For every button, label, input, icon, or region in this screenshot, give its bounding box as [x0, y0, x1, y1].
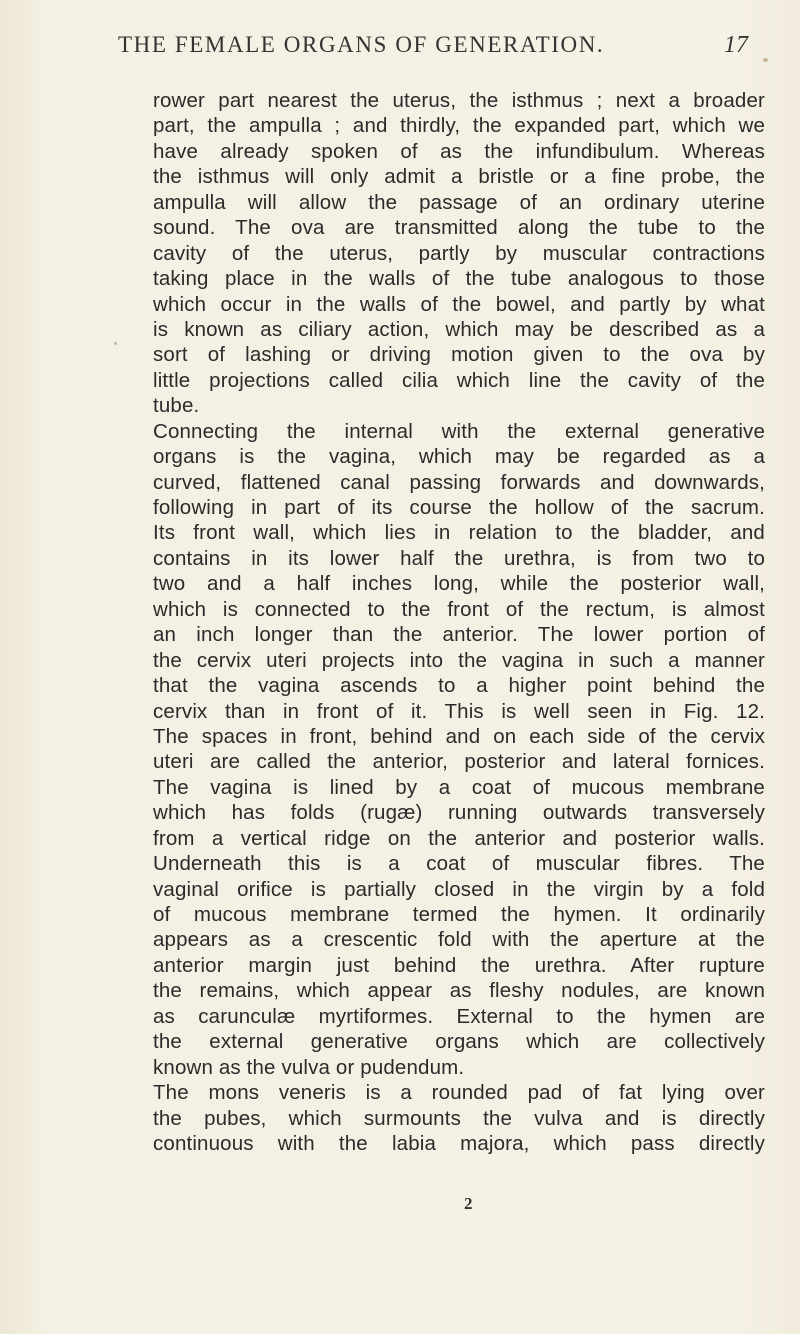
text-line: organs is the vagina, which may be regarded as a [153, 445, 765, 469]
text-line: rower part nearest the uterus, the isthmus ; next a broader [153, 89, 765, 112]
text-line: Underneath this is a coat of muscular fibres. The [153, 852, 765, 876]
body-text [153, 88, 765, 1156]
text-line: known as the vulva or pudendum. [153, 1055, 465, 1079]
text-line: sound. The ova are transmitted along the tube to the [153, 216, 765, 240]
text-line: part, the ampulla ; and thirdly, the expanded part, which we [153, 114, 765, 138]
text-line: an inch longer than the anterior. The lower portion of [153, 623, 765, 647]
text-line: Connecting the internal with the external generative [153, 419, 765, 443]
text-line: that the vagina ascends to a higher point behind the [153, 674, 765, 698]
text-line: sort of lashing or driving motion given to the ova by [153, 343, 765, 367]
text-line: following in part of its course the hollow of the sacrum. [153, 496, 765, 519]
signature-mark: 2 [464, 1194, 473, 1213]
page-number: 17 [724, 32, 748, 58]
text-line: The vagina is lined by a coat of mucous membrane [153, 775, 765, 799]
text-line: which has folds (rugæ) running outwards transversely [153, 801, 765, 825]
text-line: as carunculæ myrtiformes. External to the hymen are [153, 1004, 765, 1028]
text-line: Its front wall, which lies in relation to the bladder, and [153, 521, 765, 545]
text-line: ampulla will allow the passage of an ordinary uterine [153, 190, 765, 214]
text-line: vaginal orifice is partially closed in the virgin by a fold [153, 877, 765, 901]
text-line: the external generative organs which are collectively [153, 1030, 765, 1054]
text-line: taking place in the walls of the tube analogous to those [153, 267, 765, 291]
text-line: appears as a crescentic fold with the aperture at the [153, 928, 765, 952]
running-head [118, 32, 748, 68]
text-line: is known as ciliary action, which may be described as a [153, 317, 765, 341]
text-line: of mucous membrane termed the hymen. It ordinarily [153, 903, 765, 926]
text-line: uteri are called the anterior, posterior and lateral fornices. [153, 750, 765, 774]
text-line: the cervix uteri projects into the vagina in such a manner [153, 648, 765, 672]
text-line: The mons veneris is a rounded pad of fat lying over [153, 1081, 765, 1105]
text-line: cavity of the uterus, partly by muscular contractions [153, 241, 765, 265]
paper-fleck [114, 342, 117, 345]
text-line: contains in its lower half the urethra, is from two to [153, 546, 765, 570]
text-line: continuous with the labia majora, which pass directly [153, 1131, 765, 1155]
text-line: The spaces in front, behind and on each side of the cervix [153, 724, 765, 748]
running-title: THE FEMALE ORGANS OF GENERATION. [118, 32, 605, 57]
text-line: curved, flattened canal passing forwards and downwards, [153, 470, 765, 494]
text-line: anterior margin just behind the urethra. After rupture [153, 953, 765, 977]
text-line: have already spoken of as the infundibulum. Whereas [153, 139, 765, 163]
text-line: the remains, which appear as fleshy nodules, are known [153, 979, 765, 1003]
text-line: cervix than in front of it. This is well seen in Fig. 12. [153, 699, 765, 723]
text-line: the pubes, which surmounts the vulva and is directly [153, 1106, 765, 1130]
text-line: which is connected to the front of the rectum, is almost [153, 597, 765, 621]
text-line: the isthmus will only admit a bristle or a fine probe, the [153, 165, 765, 189]
text-line: tube. [153, 394, 200, 418]
text-line: from a vertical ridge on the anterior and posterior walls. [153, 826, 765, 850]
text-line: which occur in the walls of the bowel, and partly by what [153, 292, 765, 316]
text-line: little projections called cilia which line the cavity of the [153, 368, 765, 392]
text-line: two and a half inches long, while the posterior wall, [153, 572, 765, 596]
paper-fleck [763, 58, 768, 62]
